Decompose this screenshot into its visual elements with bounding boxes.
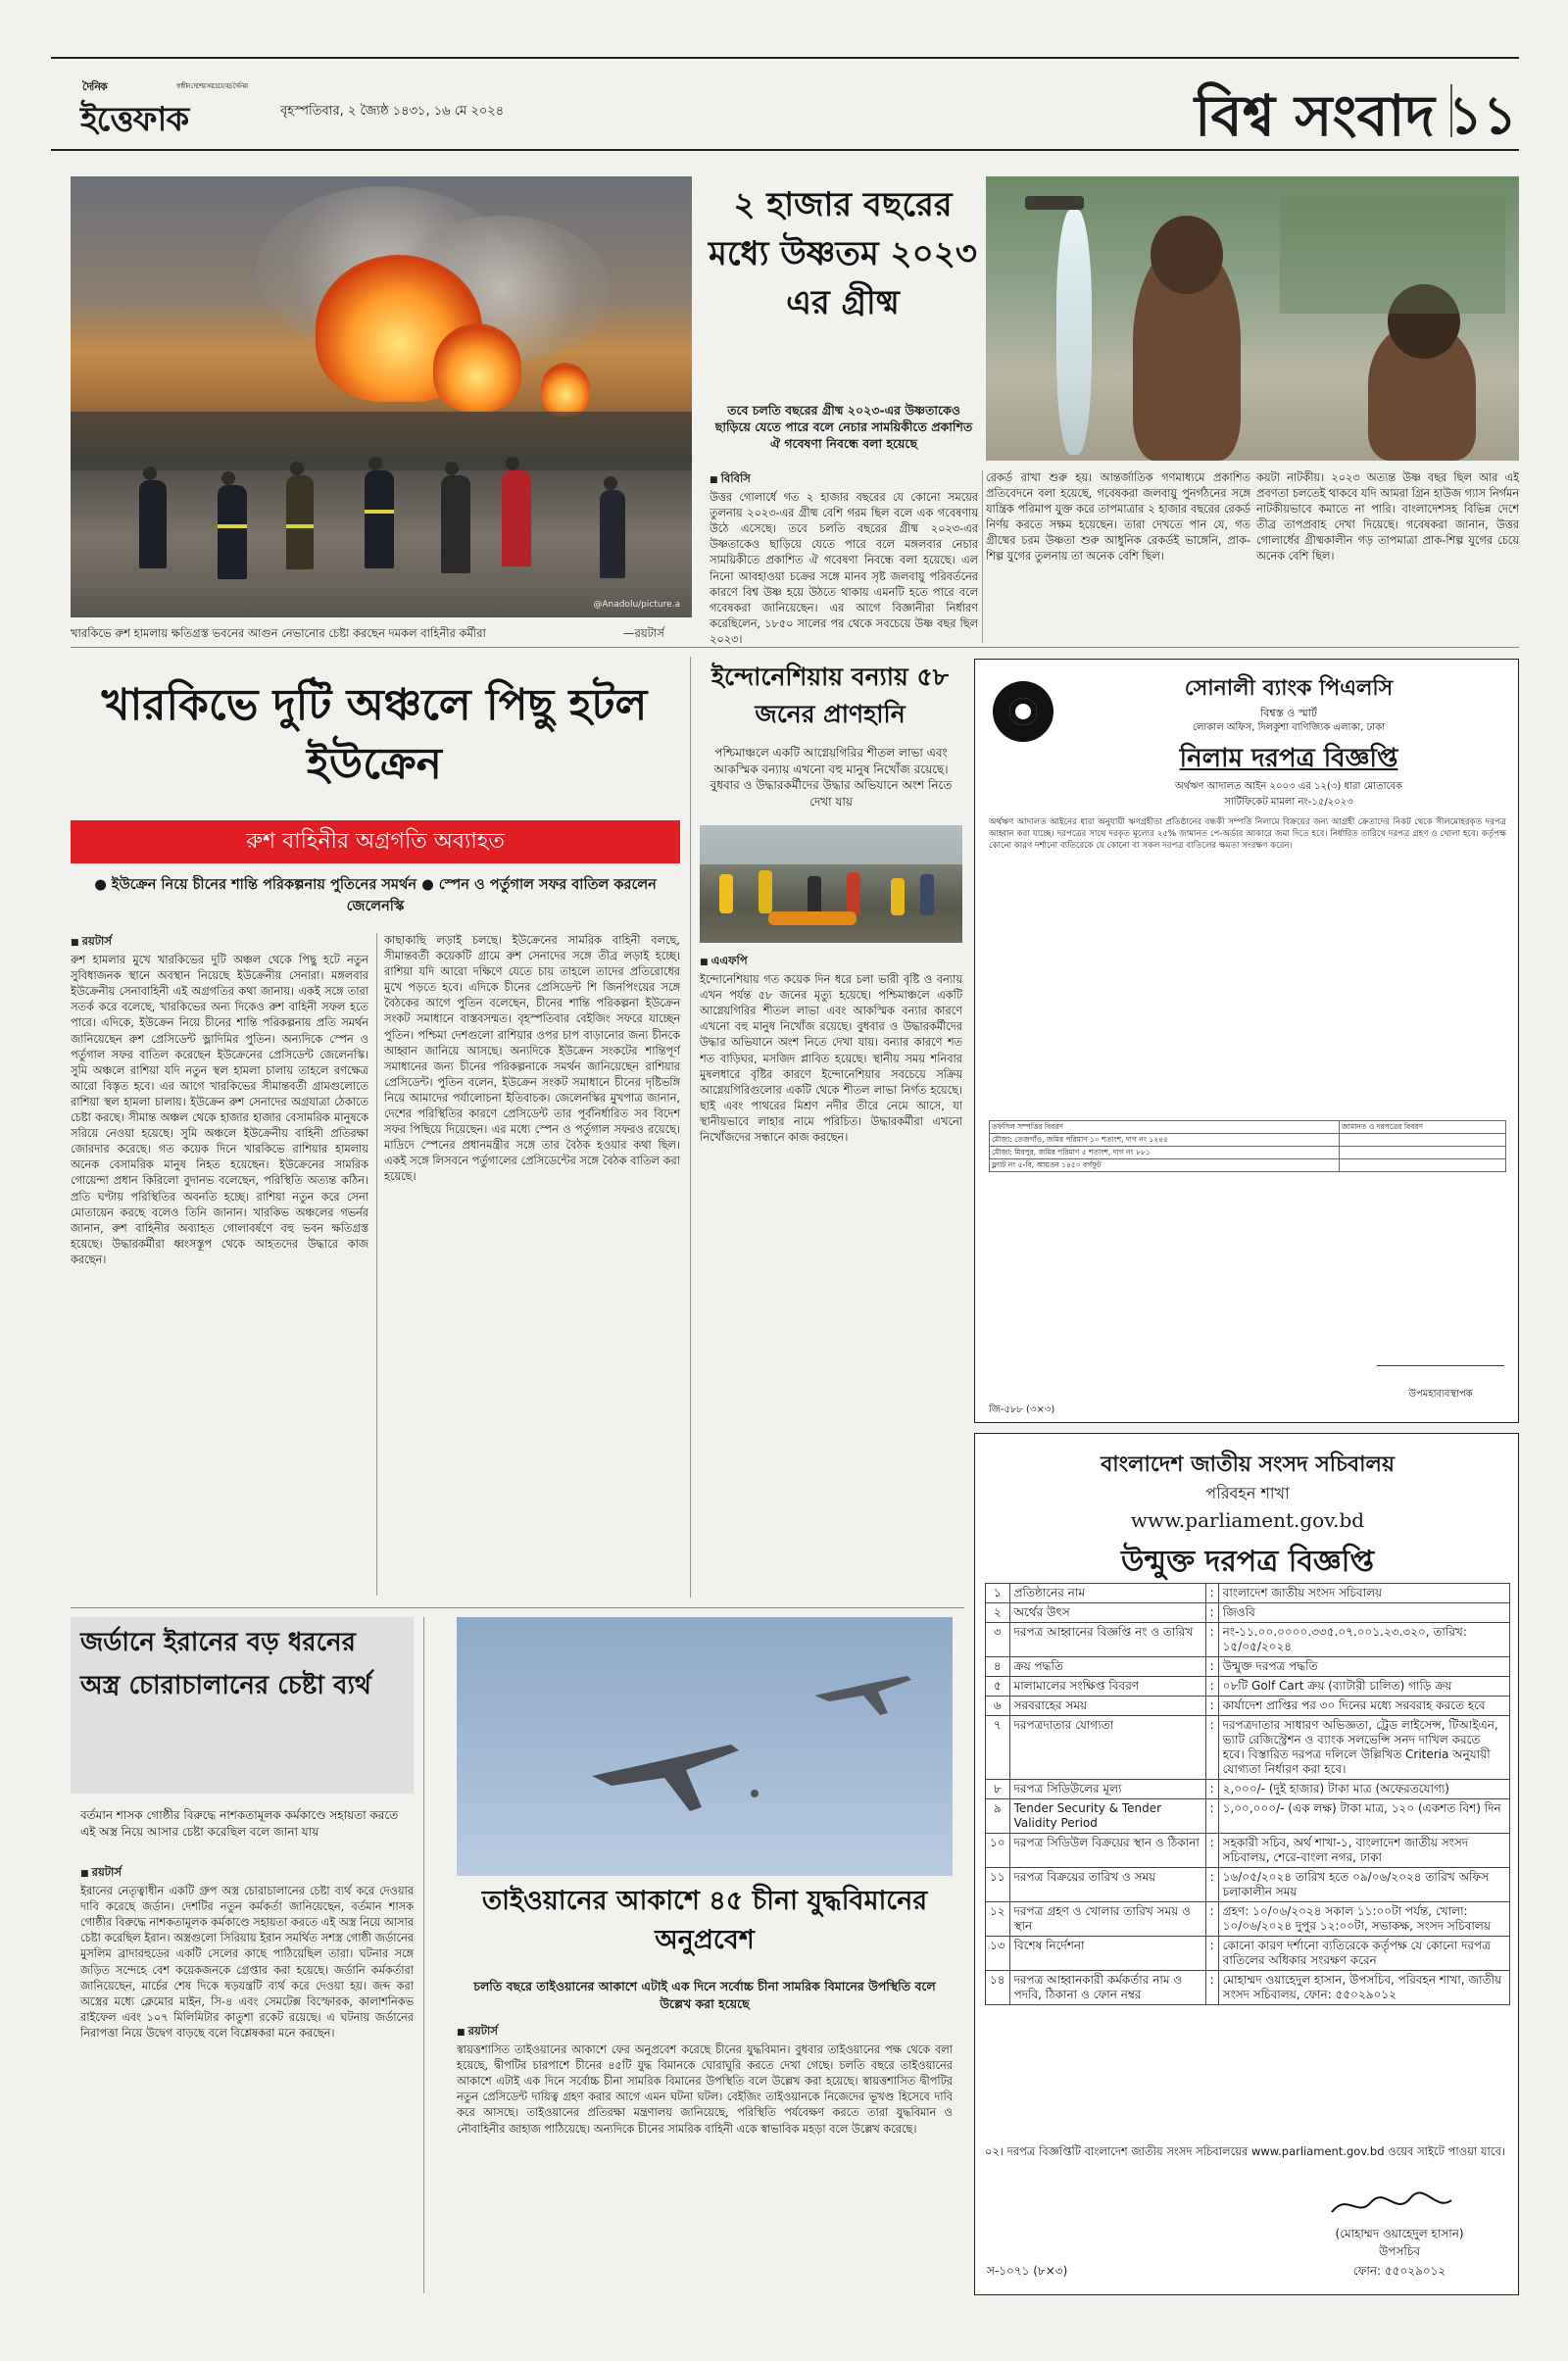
fighter-jet-icon (584, 1715, 751, 1823)
sonali-ad-title: নিলাম দরপত্র বিজ্ঞপ্তি (1179, 744, 1398, 773)
tender-cell-value: মোহাম্মদ ওয়াহেদুল হাসান, উপসচিব, পরিবহন শাখা, জাতীয় সংসদ সচিবালয়, ফোন: ৫৫০২৯০১২ (1218, 1971, 1509, 2005)
heat-body-col1 (710, 470, 978, 647)
jordan-body (80, 1864, 414, 2295)
tender-cell-label: দরপত্র আহ্বানকারী কর্মকর্তার নাম ও পদবি, ঠিকানা ও ফোন নম্বর (1009, 1971, 1205, 2005)
tender-cell-label: দরপত্র গ্রহণ ও খোলার তারিখ সময় ও স্থান (1009, 1902, 1205, 1937)
sonali-ad-signatory: উপমহাব্যবস্থাপক (1408, 1389, 1473, 1400)
tender-table-body (985, 1583, 1510, 2005)
parliament-website: www.parliament.gov.bd (1130, 1508, 1365, 1532)
tender-cell-number: ৯ (986, 1799, 1010, 1834)
signature-line (1377, 1365, 1504, 1366)
tender-cell-colon: : (1205, 1716, 1218, 1780)
jordan-headline: জর্ডানে ইরানের বড় ধরনের অস্ত্র চোরাচালানের চেষ্টা ব্যর্থ (80, 1628, 371, 1700)
tender-cell-value: ১,০০,০০০/- (এক লক্ষ) টাকা মাত্র, ১২০ (একশত বিশ) দিন (1218, 1799, 1509, 1834)
tender-cell-label: মালামালের সংক্ষিপ্ত বিবরণ (1009, 1677, 1205, 1697)
tender-cell-number: ১০ (986, 1834, 1010, 1868)
kharkiv-col1-text: রুশ হামলার মুখে খারকিভের দুটি অঞ্চল থেকে পিছু হটে নতুন সুবিধাজনক স্থানে অবস্থান নিয়েছে ইউক্রেনীয় সেনারা। মঙ্গলবার ইউক্রেনীয় সেনাবাহিনী এই অগ্রগতির কথা জানায়। একই সঙ্গে তারা সতর্ক করে বলেছে, খারকিভের অন্য দিকেও রুশ বাহিনী সফল হতে পারে। এদিকে, ইউক্রেন নিয়ে চীনের শান্তি পরিকল্পনায় প্রতি সমর্থন জানিয়েছেন রুশ প্রেসিডেন্ট ভ্লাদিমির পুতিন। অন্যদিকে স্পেন ও পর্তুগাল সফর বাতিল করেছেন ইউক্রেনের প্রেসিডেন্ট জেলেনস্কি। সুমি অঞ্চলে রাশিয়া যদি নতুন স্থল হামলা চালায় তাহলে রণক্ষেত্র আরো বিস্তৃত হবে। এর আগে খারকিভের সীমান্তবর্তী গ্রামগুলোতে রাশিয়া স্থল হামলা চালায়। ইউক্রেন রুশ সেনাদের অগ্রযাত্রা ঠেকাতে চেষ্টা করছে। সীমান্ত অঞ্চল থেকে হাজার হাজার বেসামরিক মানুষকে সরিয়ে নেওয়া হয়েছে। সুমি অঞ্চলে ইউক্রেনীয় বাহিনী প্রতিরক্ষা জোরদার করেছে। গত কয়েক দিনে খারকিভে রাশিয়ার হামলায় অনেক বেসামরিক মানুষ নিহত হয়েছেন। ইউক্রেনের সামরিক গোয়েন্দা প্রধান কিরিলো বুদানভ বলেছেন, পরিস্থিতি অত্যন্ত কঠিন। প্রতি ঘণ্টায় পরিস্থিতির অবনতি হচ্ছে। রাশিয়া নতুন করে সেনা মোতায়েন করছে বলেও তিনি জানান। খারকিভ অঞ্চলের গভর্নর জানান, রুশ বাহিনীর অব্যাহত গোলাবর্ষণে বহু ভবন ক্ষতিগ্রস্ত হয়েছে। উদ্ধারকর্মীরা ধ্বংসস্তূপ থেকে আহতদের উদ্ধারে কাজ করছেন। (71, 954, 368, 1266)
tender-cell-colon: : (1205, 1902, 1218, 1937)
tender-cell-number: ১১ (986, 1868, 1010, 1902)
paper-logo (80, 80, 265, 139)
kharkiv-subheads (71, 874, 680, 917)
indonesia-body (700, 953, 962, 1599)
tender-table-row (986, 1716, 1510, 1780)
kharkiv-headline: খারকিভে দুটি অঞ্চলে পিছু হটল ইউক্রেন (101, 680, 648, 789)
sonali-ad-body (989, 816, 1506, 1012)
tender-cell-value: সহকারী সচিব, অর্থ শাখা-১, বাংলাদেশ জাতীয় সংসদ সচিবালয়, শেরে-বাংলা নগর, ঢাকা (1218, 1834, 1509, 1868)
tender-table-row (986, 1584, 1510, 1603)
tender-cell-value: ০৮টি Golf Cart ক্রয় (ব্যাটারী চালিত) গাড়ি ক্রয় (1218, 1677, 1509, 1697)
heat-children-photo (986, 176, 1519, 461)
tender-cell-value: নং-১১.০০.০০০০.৩৩৫.০৭.০০১.২৩.৩২০, তারিখ: ১৫/০৫/২০২৪ (1218, 1623, 1509, 1657)
tender-cell-value: গ্রহণ: ১০/০৬/২০২৪ সকাল ১১:০০টা পর্যন্ত, খোলা: ১০/০৬/২০২৪ দুপুর ১২:০০টা, সভাকক্ষ, সংসদ সচিবালয় (1218, 1902, 1509, 1937)
tender-cell-label: Tender Security & Tender Validity Period (1009, 1799, 1205, 1834)
column-divider (982, 470, 983, 643)
kharkiv-photo-caption: খারকিভে রুশ হামলায় ক্ষতিগ্রস্ত ভবনের আগুন নেভানোর চেষ্টা করছেন দমকল বাহিনীর কর্মীরা (71, 626, 486, 640)
tender-cell-value: জিওবি (1218, 1603, 1509, 1623)
parliament-signer-title: উপসচিব (1378, 2244, 1420, 2258)
parliament-ad-ref: স-১০৭১ (৮×৩) (987, 2264, 1068, 2278)
parliament-ad-title: উন্মুক্ত দরপত্র বিজ্ঞপ্তি (1120, 1545, 1374, 1579)
top-rule (51, 57, 1519, 59)
sonali-ad-act: অর্থঋণ আদালত আইন ২০০৩ এর ১২(৩) ধারা মোতাবেক (1174, 781, 1403, 792)
tender-cell-label: ক্রয় পদ্ধতি (1009, 1657, 1205, 1677)
kharkiv-subhead-1: ● ইউক্রেন নিয়ে চীনের শান্তি পরিকল্পনায় পুতিনের সমর্থন (94, 877, 417, 893)
tender-table-row (986, 1834, 1510, 1868)
sonali-table-row-1: মৌজা: তেজগাঁও, জমির পরিমাণ ১০ শতাংশ, দাগ নং ১২৪৫ (990, 1134, 1340, 1147)
kharkiv-byline: ■ রয়টার্স (71, 933, 368, 951)
tender-table-row (986, 1902, 1510, 1937)
tender-table-row (986, 1971, 1510, 2005)
heat-headline: ২ হাজার বছরের মধ্যে উষ্ণতম ২০২৩ এর গ্রীষ্ম (709, 185, 977, 322)
sonali-table-head-1: তফসিল সম্পত্তির বিবরণ (990, 1121, 1340, 1134)
fighter-jet-icon (809, 1656, 917, 1725)
tender-cell-value: ১৬/০৫/২০২৪ তারিখ হতে ০৯/০৬/২০২৪ তারিখ অফিস চলাকালীন সময় (1218, 1868, 1509, 1902)
taiwan-byline: ■ রয়টার্স (457, 2023, 953, 2041)
kharkiv-body-col2 (384, 933, 680, 1599)
masthead-rule (51, 149, 1519, 151)
sonali-table-head-2: জামানত ও দরপত্রের বিবরণ (1340, 1121, 1506, 1134)
sonali-bank-address: লোকাল অফিস, দিলকুশা বাণিজ্যিক এলাকা, ঢাকা (1192, 722, 1386, 733)
kharkiv-body-col1 (71, 933, 368, 1599)
tender-cell-label: দরপত্র আহ্বানের বিজ্ঞপ্তি নং ও তারিখ (1009, 1623, 1205, 1657)
jordan-byline: ■ রয়টার্স (80, 1864, 414, 1882)
tender-cell-number: ৭ (986, 1716, 1010, 1780)
column-divider (690, 657, 691, 1598)
sonali-bank-logo (993, 681, 1054, 742)
parliament-org: বাংলাদেশ জাতীয় সংসদ সচিবালয় (1101, 1451, 1395, 1477)
heat-deck: তবে চলতি বছরের গ্রীষ্ম ২০২৩-এর উষ্ণতাকেও ছাড়িয়ে যেতে পারে বলে নেচার সাময়িকীতে প্রকাশিত ঐ গবেষণা নিবন্ধে বলা হয়েছে (714, 403, 973, 451)
tender-table-row (986, 1677, 1510, 1697)
heat-body-col3 (1256, 470, 1519, 647)
heat-byline: ■ বিবিসি (710, 470, 978, 488)
sonali-bank-name: সোনালী ব্যাংক পিএলসি (1184, 675, 1394, 701)
kharkiv-photo-credit: —রয়টার্স (623, 626, 664, 640)
tender-cell-number: ৮ (986, 1780, 1010, 1799)
kharkiv-col2-text: কাছাকাছি লড়াই চলছে। ইউক্রেনের সামরিক বাহিনী বলছে, সীমান্তবর্তী কয়েকটি গ্রামে রুশ সেনাদের সঙ্গে তীব্র লড়াই হচ্ছে। রাশিয়া যদি আরো দক্ষিণে যেতে চায় তাহলে তাদের প্রতিরোধের মুখে পড়তে হবে। এদিকে চীনের প্রেসিডেন্ট শি জিনপিংয়ের সঙ্গে বৈঠকের আগে পুতিন বলেছেন, চীনের শান্তি পরিকল্পনা ইউক্রেন সংকট সমাধানে বাস্তবসম্মত। বৃহস্পতিবার বেইজিং সফরে যাচ্ছেন পুতিন। পশ্চিমা দেশগুলো রাশিয়ার ওপর চাপ বাড়ানোর জন্য চীনকে আহ্বান জানিয়ে আসছে। অন্যদিকে ইউক্রেন সংকটের শান্তিপূর্ণ সমাধানের জন্য চীনের পরিকল্পনাকে সমর্থন জানিয়েছেন রাশিয়ার প্রেসিডেন্ট। পুতিন বলেন, ইউক্রেন সংকট সমাধানে চীনের দৃষ্টিভঙ্গি নিয়ে আমাদের পর্যালোচনা ইতিবাচক। জেলেনস্কির মুখপাত্র জানান, দেশের পরিস্থিতির কারণে প্রেসিডেন্ট তার পূর্বনির্ধারিত সব বিদেশ সফর পিছিয়ে দিয়েছেন। এর মধ্যে স্পেন ও পর্তুগাল সফরও রয়েছে। মাদ্রিদে স্পেনের প্রধানমন্ত্রীর সঙ্গে তার বৈঠক হওয়ার কথা ছিল। একই সঙ্গে লিসবনে পর্তুগালের প্রেসিডেন্টের সঙ্গে বৈঠক বাতিল করা হয়েছে। (384, 934, 680, 1184)
tender-cell-colon: : (1205, 1971, 1218, 2005)
tender-cell-number: ৬ (986, 1697, 1010, 1716)
parliament-tender-ad (974, 1433, 1519, 2295)
tender-cell-number: ৫ (986, 1677, 1010, 1697)
indonesia-flood-photo (700, 825, 962, 943)
tender-cell-number: ১৪ (986, 1971, 1010, 2005)
tender-cell-value: দরপত্রদাতার সাধারণ অভিজ্ঞতা, ট্রেড লাইসেন্স, টিআইএন, ভ্যাট রেজিস্ট্রেশন ও ব্যাংক সলভেন্সি সনদ দাখিল করতে হবে। বিস্তারিত দরপত্র দলিলে উল্লিখিত Criteria অনুযায়ী যোগ্যতা নির্ধারণ করা হবে। (1218, 1716, 1509, 1780)
taiwan-body (457, 2023, 953, 2295)
sonali-table-cell (1340, 1147, 1506, 1159)
tender-cell-value: কোনো কারণ দর্শানো ব্যতিরেকে কর্তৃপক্ষ যে কোনো দরপত্র বাতিলের অধিকার সংরক্ষণ করেন (1218, 1937, 1509, 1971)
tender-cell-colon: : (1205, 1603, 1218, 1623)
tender-cell-number: ১ (986, 1584, 1010, 1603)
heat-col2-text: রেকর্ড রাখা শুরু হয়। আন্তর্জাতিক গণমাধ্যমে প্রকাশিত প্রতিবেদনে বলা হয়েছে, গবেষকরা জলবায়ু পুনর্গঠনের সঙ্গে যান্ত্রিক পরিমাপ যুক্ত করে তাপমাত্রার ২ হাজার বছরের রেকর্ড নির্ণয় করতে সক্ষম হয়েছেন। তারা দেখতে পান যে, গত গ্রীষ্মের চরম উষ্ণতা শুরু আধুনিক রেকর্ডই ভাঙ্গেনি, প্রাক-শিল্প যুগের তুলনায় তা অনেক বেশি ছিল। (986, 471, 1250, 564)
tender-table-row (986, 1799, 1510, 1834)
tender-cell-colon: : (1205, 1799, 1218, 1834)
tender-table-row (986, 1697, 1510, 1716)
column-divider (376, 933, 377, 1596)
indonesia-byline: ■ এএফপি (700, 953, 962, 970)
photo-watermark: @Anadolu/picture.a (593, 600, 680, 610)
tender-cell-label: দরপত্র সিডিউল বিক্রয়ের স্থান ও ঠিকানা (1009, 1834, 1205, 1868)
tender-cell-number: ২ (986, 1603, 1010, 1623)
tender-table-row (986, 1780, 1510, 1799)
tender-cell-colon: : (1205, 1677, 1218, 1697)
sonali-ad-case: সার্টিফিকেট মামলা নং-১৫/২০২৩ (1224, 797, 1353, 808)
sonali-table-row-2: মৌজা: মিরপুর, জমির পরিমাণ ৫ শতাংশ, দাগ নং ৮৮১ (990, 1147, 1340, 1159)
tender-cell-colon: : (1205, 1868, 1218, 1902)
kharkiv-fire-photo (71, 176, 692, 617)
tender-cell-colon: : (1205, 1834, 1218, 1868)
sonali-ad-ref: জি-৫৮৮ (৩×৩) (989, 1404, 1055, 1415)
section-title: বিশ্ব সংবাদ (1194, 82, 1435, 149)
tender-cell-colon: : (1205, 1584, 1218, 1603)
tender-cell-number: ১২ (986, 1902, 1010, 1937)
sonali-table-row-3: ফ্ল্যাট নং ৫-বি, আয়তন ১৪৫০ বর্গফুট (990, 1159, 1340, 1172)
sonali-bank-branch: বিশ্বস্ত ও স্মার্ট (1260, 707, 1317, 719)
tender-cell-label: অর্থের উৎস (1009, 1603, 1205, 1623)
tender-cell-number: ৩ (986, 1623, 1010, 1657)
parliament-phone: ফোন: ৫৫০২৯০১২ (1352, 2264, 1446, 2278)
parliament-tender-table (985, 1583, 1510, 2005)
tender-cell-colon: : (1205, 1657, 1218, 1677)
kharkiv-subhead-2: ● স্পেন ও পর্তুগাল সফর বাতিল করলেন জেলেনস্কি (346, 877, 657, 914)
tender-cell-label: সরবরাহের সময় (1009, 1697, 1205, 1716)
tender-cell-colon: : (1205, 1697, 1218, 1716)
paper-logo-tag: স্বাধীন দেশের সবচেয়ে বড় দৈনিক (176, 82, 248, 90)
heat-col3-text: কয়টা নাটকীয়। ২০২৩ অত্যন্ত উষ্ণ বছর ছিল আর এই প্রবণতা চলতেই থাকবে যদি আমরা গ্রিন হাউজ গ্যাস নির্গমন নাটকীয়ভাবে কমাতে না পারি। বাংলাদেশসহ বিভিন্ন দেশে তীব্র তাপপ্রবাহ দেখা দিয়েছে। গবেষকরা জানান, উত্তর গোলার্ধের গ্রীষ্মকালীন গড় তাপমাত্রা প্রাক-শিল্প যুগের চেয়ে অনেক বেশি ছিল। (1256, 471, 1519, 564)
sonali-ad-table (989, 1120, 1506, 1172)
tender-table-row (986, 1937, 1510, 1971)
tender-cell-colon: : (1205, 1623, 1218, 1657)
tender-cell-label: দরপত্রদাতার যোগ্যতা (1009, 1716, 1205, 1780)
kharkiv-red-banner: রুশ বাহিনীর অগ্রগতি অব্যাহত (71, 820, 680, 863)
tender-cell-colon: : (1205, 1937, 1218, 1971)
taiwan-text: স্বায়ত্তশাসিত তাইওয়ানের আকাশে ফের অনুপ্রবেশ করেছে চীনের যুদ্ধবিমান। বুধবার তাইওয়ানের পক্ষ থেকে বলা হয়েছে, দ্বীপটির চারপাশে চীনের ৪৫টি যুদ্ধ বিমানকে ঘোরাঘুরি করতে দেখা গেছে। চলতি বছরে তাইওয়ানের আকাশে এটাই এক দিনে সর্বোচ্চ চীনা সামরিক বিমানের উপস্থিতি বলে উল্লেখ করা হয়েছে। স্বায়ত্তশাসিত দ্বীপটির নতুন প্রেসিডেন্ট দায়িত্ব গ্রহণ করার আগে এমন ঘটনা ঘটল। বেইজিং তাইওয়ানকে নিজেদের ভূখণ্ড হিসেবে দাবি করে আসছে। তাইওয়ানের প্রতিরক্ষা মন্ত্রণালয় জানিয়েছে, পরিস্থিতি পর্যবেক্ষণ করতে তারা যুদ্ধবিমান ও নৌবাহিনীর জাহাজ পাঠিয়েছে। অন্যদিকে চীনের সামরিক বাহিনী একে স্বাভাবিক মহড়া বলে উল্লেখ করেছে। (457, 2043, 953, 2136)
signature-icon (1328, 2189, 1455, 2222)
tender-table-row (986, 1657, 1510, 1677)
sonali-ad-body-text: অর্থঋণ আদালত আইনের ধারা অনুযায়ী ঋণগ্রহীতা প্রতিষ্ঠানের বন্ধকী সম্পত্তি নিলামে বিক্রয়ের জন্য আগ্রহী ক্রেতাদের নিকট থেকে সীলমোহরকৃত দরপত্র আহ্বান করা যাচ্ছে। দরপত্রের সাথে দরকৃত মূল্যের ২৫% জামানত পে-অর্ডার আকারে জমা দিতে হবে। নির্ধারিত তারিখে দরপত্র গ্রহণ ও খোলা হবে। কর্তৃপক্ষ কোনো কারণ দর্শানো ব্যতিরেকে যে কোনো বা সকল দরপত্র বাতিলের ক্ষমতা সংরক্ষণ করেন। (989, 817, 1506, 851)
paper-logo-small: দৈনিক (82, 80, 107, 93)
indonesia-deck: পশ্চিমাঞ্চলে একটি আগ্নেয়গিরির শীতল লাভা এবং আকস্মিক বন্যায় এখনো বহু মানুষ নিখোঁজ রয়েছে। বুধবার ও উদ্ধারকর্মীদের উদ্ধার অভিযানে অংশ নিতে দেখা যায় (710, 746, 953, 809)
sonali-table-cell (1340, 1159, 1506, 1172)
heat-body-col2 (986, 470, 1250, 647)
page-number: ১১ (1447, 83, 1517, 146)
parliament-signer: (মোহাম্মদ ওয়াহেদুল হাসান) (1335, 2227, 1464, 2240)
jet-detail (751, 1790, 759, 1797)
indonesia-headline: ইন্দোনেশিয়ায় বন্যায় ৫৮ জনের প্রাণহানি (711, 663, 949, 728)
tender-cell-number: ৪ (986, 1657, 1010, 1677)
tender-table-row (986, 1603, 1510, 1623)
tender-cell-value: ২,০০০/- (দুই হাজার) টাকা মাত্র (অফেরতযোগ্য) (1218, 1780, 1509, 1799)
tender-table-row (986, 1623, 1510, 1657)
parliament-footnote: ০২। দরপত্র বিজ্ঞপ্তিটি বাংলাদেশ জাতীয় সংসদ সচিবালয়ের www.parliament.gov.bd ওয়েব সাইটে পাওয়া যাবে। (985, 2144, 1506, 2158)
sonali-table-cell (1340, 1134, 1506, 1147)
jordan-text: ইরানের নেতৃত্বাধীন একটি গ্রুপ অস্ত্র চোরাচালানের চেষ্টা ব্যর্থ করে দেওয়ার দাবি করেছে জর্ডান। দেশটির নতুন কর্মকর্তা জানিয়েছেন, বর্তমান শাসক গোষ্ঠীর বিরুদ্ধে নাশকতামূলক কর্মকাণ্ডে সহায়তা করতে এই অস্ত্র নিয়ে আসার চেষ্টা করেছিল ইরান। অস্ত্রগুলো সিরিয়ায় ইরান সমর্থিত সশস্ত্র গোষ্ঠী জর্ডানের মুসলিম ব্রাদারহুডের একটি সেলের কাছে পাঠিয়েছিল তারা। ঘটনার সঙ্গে জড়িত সন্দেহে বেশ কয়েকজনকে গ্রেপ্তার করা হয়েছে। জর্ডানি কর্মকর্তারা জানিয়েছেন, মার্চের শেষ দিকে ষড়যন্ত্রটি ব্যর্থ করে দেওয়া হয়। জব্দ করা অস্ত্রের মধ্যে ক্লেমোর মাইন, সি-৪ এবং সেমটেক্স বিস্ফোরক, কালাশনিকভ রাইফেল এবং ১০৭ মিলিমিটার কাতুশা রকেট রয়েছে। এ ঘটনায় জর্ডানের নিরাপত্তা নিয়ে উদ্বেগ বাড়ছে বলে বিশ্লেষকরা মনে করছেন। (80, 1885, 414, 2040)
heat-col1-text: উত্তর গোলার্ধে গত ২ হাজার বছরের যে কোনো সময়ের তুলনায় ২০২৩-এর গ্রীষ্ম বেশি গরম ছিল বলে এক গবেষণায় উঠে এসেছে। তবে চলতি বছরের গ্রীষ্ম ২০২৩-এর উষ্ণতাকেও ছাড়িয়ে যেতে পারে বলে মঙ্গলবার নেচার সাময়িকীতে প্রকাশিত ঐ গবেষণা নিবন্ধে বলা হয়েছে। এল নিনো আবহাওয়া চক্রের সঙ্গে মানব সৃষ্ট জলবায়ু পরিবর্তনের কারণে বিশ্ব উষ্ণ হয়ে উঠতে থাকায় এমনটি হতে পারে বলে গবেষকরা জানিয়েছেন। এর আগে বিজ্ঞানীরা নির্ধারণ করেছিলেন, ১৮৫০ সালের পর থেকে সবচেয়ে উষ্ণ বছর ছিল ২০২৩। (710, 491, 978, 646)
tender-cell-label: বিশেষ নির্দেশনা (1009, 1937, 1205, 1971)
tender-cell-label: দরপত্র বিক্রয়ের তারিখ ও সময় (1009, 1868, 1205, 1902)
jordan-deck: বর্তমান শাসক গোষ্ঠীর বিরুদ্ধে নাশকতামূলক কর্মকাণ্ডে সহায়তা করতে এই অস্ত্র নিয়ে আসার চেষ্টা করেছিল বলে জানা যায় (80, 1808, 399, 1839)
parliament-wing: পরিবহন শাখা (1205, 1484, 1290, 1502)
section-rule (71, 1607, 964, 1608)
taiwan-headline: তাইওয়ানের আকাশে ৪৫ চীনা যুদ্ধবিমানের অনুপ্রবেশ (481, 1886, 928, 1955)
tender-table-row (986, 1868, 1510, 1902)
tender-cell-colon: : (1205, 1780, 1218, 1799)
tender-cell-label: প্রতিষ্ঠানের নাম (1009, 1584, 1205, 1603)
tender-cell-value: বাংলাদেশ জাতীয় সংসদ সচিবালয় (1218, 1584, 1509, 1603)
taiwan-deck: চলতি বছরে তাইওয়ানের আকাশে এটাই এক দিনে সর্বোচ্চ চীনা সামরিক বিমানের উপস্থিতি বলে উল্লেখ করা হয়েছে (473, 1979, 936, 2011)
indonesia-text: ইন্দোনেশিয়ায় গত কয়েক দিন ধরে চলা ভারী বৃষ্টি ও বন্যায় এখন পর্যন্ত ৫৮ জনের মৃত্যু হয়েছে। পশ্চিমাঞ্চলে একটি আগ্নেয়গিরির শীতল লাভা এবং আকস্মিক বন্যার কারণে এখনো বহু মানুষ নিখোঁজ রয়েছে। বুধবার ও উদ্ধারকর্মীদের উদ্ধার অভিযানে অংশ নিতে দেখা যায়। বন্যার কারণে শত শত বাড়িঘর, মসজিদ প্লাবিত হয়েছে। স্থানীয় সময় শনিবার মুষলধারে বৃষ্টির কারণে ইন্দোনেশিয়ার সবচেয়ে সক্রিয় আগ্নেয়গিরিগুলোর একটি থেকে শীতল লাভা নির্গত হয়েছে। ছাই এবং পাথরের মিশ্রণ নদীর তীরে নেমে আসে, যা স্থানীয়ভাবে লাহার নামে পরিচিত। উদ্ধারকর্মীরা এখনো নিখোঁজদের সন্ধানে কাজ করছেন। (700, 973, 962, 1145)
section-rule (71, 647, 1519, 648)
sonali-bank-ad (974, 659, 1519, 1423)
taiwan-jets-photo (457, 1617, 953, 1876)
column-divider (423, 1617, 424, 2293)
dateline: বৃহস্পতিবার, ২ জ্যৈষ্ঠ ১৪৩১, ১৬ মে ২০২৪ (280, 104, 505, 119)
tender-cell-value: কার্যাদেশ প্রাপ্তির পর ৩০ দিনের মধ্যে সরবরাহ করতে হবে (1218, 1697, 1509, 1716)
paper-logo-name: ইত্তেফাক (80, 100, 189, 139)
tender-cell-number: ১৩ (986, 1937, 1010, 1971)
tender-cell-value: উন্মুক্ত দরপত্র পদ্ধতি (1218, 1657, 1509, 1677)
tender-cell-label: দরপত্র সিডিউলের মূল্য (1009, 1780, 1205, 1799)
